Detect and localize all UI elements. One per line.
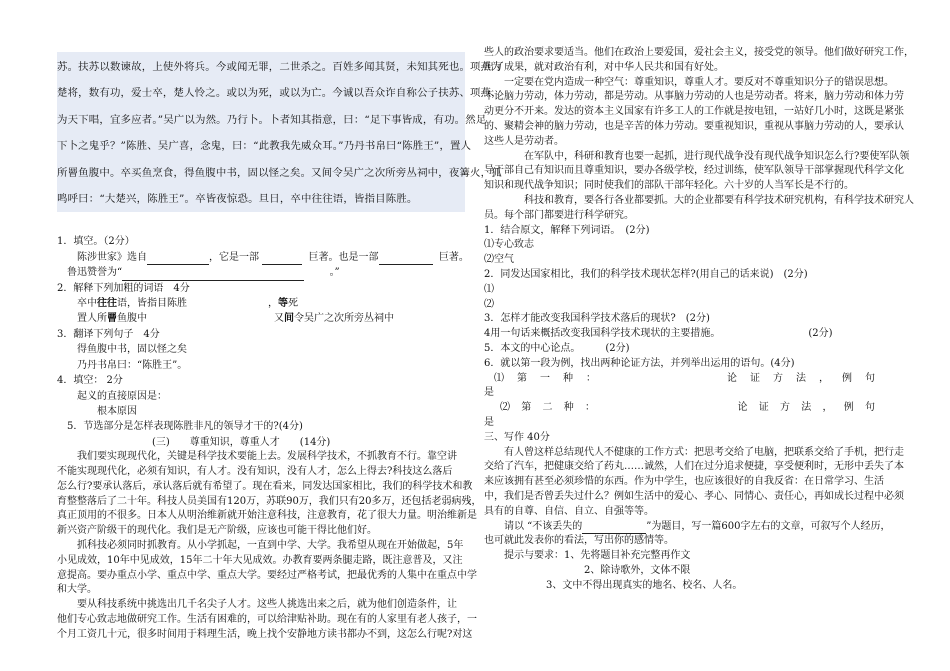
answer-blank[interactable] [262, 254, 302, 265]
article-line: 和大学。 [57, 584, 97, 596]
section3-title: (三) 尊重知识，尊重人才 (14分) [152, 436, 331, 448]
q2-row2 [57, 311, 465, 326]
writing-heading: 三、写作 40分 [484, 431, 550, 443]
method-char: ⑵ [500, 402, 510, 414]
article-line: 个月工资几十元，很多时间用于料理生活，晚上找个安静地方读书都办不到，这怎么行呢?对这 [57, 628, 473, 640]
q2-text: 鱼腹中 [117, 313, 147, 325]
method-char: 第 [517, 372, 527, 384]
q1-line1 [57, 250, 469, 265]
q2-text: ， [268, 298, 278, 310]
q2-bold-word: 等 [278, 298, 288, 310]
method-char: 方 [773, 372, 783, 384]
q1-text-c: 巨著。也是一部 [308, 251, 379, 263]
article-line: 员。每个部门都要进行科学研究。 [484, 209, 634, 221]
q2-text: 又 [274, 313, 284, 325]
article-line: 出了成果，就对政治有利，对中华人民共和国有好处。 [484, 61, 724, 73]
rq4-points: (2分) [808, 328, 833, 340]
writing-line: 具有的自尊、自信、自立、自强等等。 [484, 505, 654, 517]
method-char: 一 [540, 372, 550, 384]
q4-line2: 根本原因 [97, 405, 137, 417]
method-char: 第 [521, 402, 532, 414]
q2-bold-word: 间 [284, 313, 294, 325]
method-char: 例 [842, 372, 852, 384]
rq1-item-b: ⑵空气 [484, 254, 514, 266]
requirement-3: 3、文中不得出现真实的地名、校名、人名。 [546, 579, 743, 591]
rq6-heading: 6．就以第一段为例，找出两种论证方法，并列举出运用的语句。(4分) [484, 357, 795, 369]
article-line: 小见成效，10年中见成效，15年二十年大见成效。办教育要两条腿走路，既注意普及，又注 [57, 554, 463, 566]
method-char: 法 [796, 372, 806, 384]
q1-line2 [57, 265, 465, 280]
method-char: ， [822, 402, 833, 414]
passage-line: 下卜之鬼乎？”陈胜、吴广喜，念鬼，曰：“此教我先威众耳。”乃丹书帛曰“陈胜王”，置人 [57, 140, 472, 153]
method-char: 二 [542, 402, 553, 414]
method-char: ： [586, 372, 596, 384]
writing-prompt [484, 520, 889, 535]
method-char: 法 [801, 402, 812, 414]
rq2-heading: 2．同发达国家相比，我们的科学技术现状怎样?(用自己的话来说) (2分) [484, 268, 808, 280]
prompt-text: 请以 “不该丢失的 [504, 520, 583, 532]
article-line: 不论脑力劳动，体力劳动，都是劳动。从事脑力劳动的人也是劳动者。将来，脑力劳动和体力劳 [484, 91, 904, 103]
method-char: 例 [843, 402, 854, 414]
method-line-1 [484, 372, 889, 387]
requirement-2: 2、除诗歌外，文体不限 [584, 564, 691, 576]
rq3-heading: 3．怎样才能改变我国科学技术落后的现状? (2分) [484, 313, 710, 325]
q5-heading: 5．节选部分是怎样表现陈胜非凡的领导才干的?(4分) [67, 421, 303, 433]
rq4-heading [484, 327, 889, 342]
q3-sentence-2: 乃丹书帛曰：“陈胜王”。 [77, 359, 188, 371]
article-line: 不能实现现代化，必须有知识，有人才。没有知识，没有人才，怎么上得去?科技这么落后 [57, 465, 453, 477]
q1-text-a: 陈涉世家》选自 [77, 251, 147, 263]
article-line: 一定要在党内造成一种空气：尊重知识，尊重人才。要反对不尊重知识分子的错误思想。 [504, 76, 894, 88]
q4-line1: 起义的直接原因是： [77, 390, 167, 402]
writing-line: 来应该拥有甚至必须珍惜的东西。作为中学生，也应该很好的自我反省：在日常学习、生活 [484, 476, 884, 488]
writing-line: 交给了汽车，把健康交给了药丸……诚然，人们在过分追求便捷，享受便利时，无形中丢失了本 [484, 461, 904, 473]
article-line: 导干部自己有知识而且尊重知识，要办各级学校，经过训练，使军队领导干部掌握现代科学文化 [484, 165, 904, 177]
q1-text-b: ，它是一部 [209, 251, 259, 263]
method-char: 论 [727, 372, 737, 384]
rq1-heading: 1．结合原文，解释下列词语。 (2分) [484, 224, 650, 236]
writing-prompt-2: 也可就此发表你的看法，写出你的感情等。 [484, 535, 674, 547]
method-char: 论 [737, 402, 748, 414]
q2-text: 卒中 [77, 298, 97, 310]
passage-line: 为天下唱，宜多应者。”吴广以为然。乃行卜。卜者知其指意，曰：“足下事皆成，有功。然足 [57, 113, 487, 126]
method-line-2-end: 是 [484, 416, 494, 428]
answer-blank[interactable] [122, 270, 304, 281]
article-line: 抓科技必须同时抓教育。从小学抓起，一直到中学、大学。我希望从现在开始做起，5年 [77, 539, 464, 551]
article-line: 意提高。要办重点小学、重点中学、重点大学。要经过严格考试，把最优秀的人集中在重点中学 [57, 569, 477, 581]
article-line: 动更分不开来。发达的资本主义国家有许多工人的工作就是按电钮，一站好几小时，这既是紧张 [484, 106, 904, 118]
answer-blank[interactable] [379, 254, 433, 265]
method-char: ： [585, 402, 595, 414]
rq5-heading: 5．本文的中心论点。 (2分) [484, 342, 630, 354]
q1-text-f: 。” [329, 267, 340, 279]
q3-heading: 3．翻译下列句子 4分 [57, 328, 160, 340]
q2-heading: 2．解释下列加粗的词语 4分 [57, 282, 190, 294]
passage-box [57, 52, 502, 212]
article-line: 新兴资产阶级干的现代化。我们是无产阶级，应该也可能干得比他们好。 [57, 525, 377, 537]
rq4-text: 4用一句话来概括改变我国科学技术现状的主要措施。 [484, 328, 721, 340]
article-line: 真正顶用的不很多。日本人从明治维新就开始注意科技，注意教育，花了很大力量。明治维新是 [57, 510, 477, 522]
article-line: 我们要实现现代化，关键是科学技术要能上去。发展科学技术，不抓教育不行。靠空讲 [77, 451, 457, 463]
q2-text: 置人所 [77, 313, 107, 325]
article-line: 要从科技系统中挑选出几千名尖子人才。这些人挑选出来之后，就为他们创造条件，让 [77, 599, 457, 611]
q4-heading: 4．填空： 2分 [57, 375, 123, 387]
prompt-text: ”为题目，写一篇600字左右的文章，可叙写个人经历， [646, 520, 891, 532]
method-line-1-end: 是 [484, 387, 494, 399]
passage-line: 鸣呼曰：“大楚兴，陈胜王”。卒皆夜惊恐。旦日，卒中往往语，皆指目陈胜。 [57, 193, 418, 206]
article-line: 的、聚精会神的脑力劳动，也是辛苦的体力劳动。要重视知识，重视从事脑力劳动的人，要承认 [484, 120, 904, 132]
writing-line: 中，我们是否曾丢失过什么？例如生活中的爱心、孝心、同情心、责任心，再如成长过程中必须 [484, 490, 904, 502]
article-line: 育整整落后了二十年。科技人员美国有120万，苏联90万，我们只有20多万，还包括老弱病残， [57, 495, 482, 507]
rq2-item-b: ⑵ [484, 298, 494, 310]
article-line: 在军队中，科研和教育也要一起抓，进行现代战争没有现代战争知识怎么行?要使军队领 [524, 150, 910, 162]
method-char: 方 [780, 402, 790, 414]
q2-text: 令吴广之次所旁丛祠中 [294, 313, 394, 325]
q1-heading: 1．填空。（2分） [57, 236, 135, 248]
rq1-item-a: ⑴专心致志 [484, 239, 534, 251]
passage-line: 所罾鱼腹中。卒买鱼烹食，得鱼腹中书，固以怪之矣。又间令吴广之次所旁丛祠中，夜篝火，狐 [57, 166, 502, 179]
title-blank[interactable] [582, 523, 646, 534]
method-char: 证 [758, 402, 769, 414]
method-char: 种 [563, 402, 574, 414]
q1-text-d: 巨著。 [438, 251, 469, 263]
article-line: 这些人是劳动者。 [484, 135, 564, 147]
q1-text-e: 鲁迅赞誉为“ [67, 267, 123, 279]
article-line: 怎么行?要承认落后，承认落后就有希望了。现在看来，同发达国家相比，我们的科学技术和教 [57, 480, 473, 492]
writing-line: 有人曾这样总结现代人不健康的工作方式：把思考交给了电脑，把联系交给了手机，把行走 [504, 446, 904, 458]
method-char: ， [819, 372, 829, 384]
requirements-heading: 提示与要求：1、先将题目补充完整再作文 [504, 550, 691, 562]
q2-bold-word: 罾 [107, 313, 117, 325]
answer-blank[interactable] [147, 254, 209, 265]
q3-sentence-1: 得鱼腹中书，固以怪之矣 [77, 344, 187, 356]
rq2-item-a: ⑴ [484, 283, 494, 295]
q2-text: 语，皆指目陈胜 [117, 298, 187, 310]
method-char: ⑴ [494, 372, 504, 384]
article-line: 知识和现代战争知识；同时使我们的部队干部年轻化。六十岁的人当军长是不行的。 [484, 180, 854, 192]
passage-line: 楚将，数有功，爱士卒，楚人怜之。或以为死，或以为亡。今诚以吾众诈自称公子扶苏、项燕， [57, 87, 502, 100]
q2-row1 [57, 296, 465, 311]
method-char: 句 [865, 372, 875, 384]
article-line: 他们专心致志地做研究工作。生活有困难的，可以给津贴补助。现在有的人家里有老人孩子，一 [57, 613, 477, 625]
article-line: 些人的政治要求要适当。他们在政治上要爱国，爱社会主义，接受党的领导。他们做好研究工作， [484, 47, 914, 58]
method-char: 证 [750, 372, 760, 384]
method-char: 种 [563, 372, 573, 384]
method-char: 句 [865, 402, 875, 414]
q2-bold-word: 往往 [97, 298, 117, 310]
passage-line: 苏。扶苏以数谏故，上使外将兵。今或闻无罪，二世杀之。百姓多闻其贤，未知其死也。项燕为 [57, 61, 502, 73]
right-column [484, 46, 914, 593]
method-line-2 [484, 401, 889, 416]
article-line: 科技和教育，要各行各业都要抓。大的企业都要有科学技术研究机构，有科学技术研究人 [524, 194, 914, 206]
q2-text: 死 [288, 298, 298, 310]
